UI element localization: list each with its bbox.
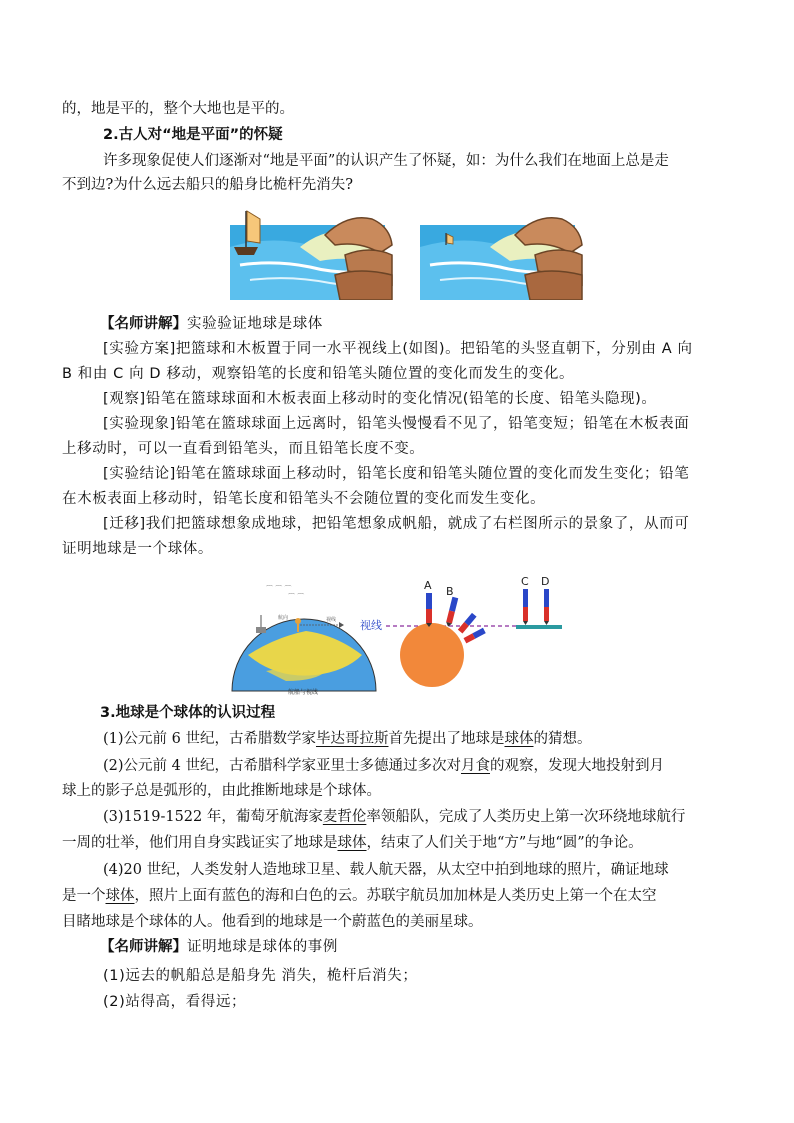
text-line: [迁移]我们把篮球想象成地球，把铅笔想象成帆船，就成了右栏图所示的景象了，从而可: [103, 516, 690, 532]
text-line: 在木板表面上移动时，铅笔长度和铅笔头不会随位置的变化而发生变化。: [62, 491, 546, 507]
pencil-c2: [458, 613, 477, 634]
earth-ship-diagram: [232, 585, 376, 696]
teacher-note-2: [100, 936, 731, 959]
text-line: [62, 832, 734, 855]
underlined-term: 毕达哥拉斯: [315, 731, 389, 747]
svg-text:⌒ ⌒ ⌒: ⌒ ⌒ ⌒: [266, 585, 292, 593]
text-line: 上移动时，可以一直看到铅笔头，而且铅笔长度不变。: [62, 441, 425, 457]
text-span: (3)1519-1522 年，葡萄牙航海家: [103, 809, 323, 825]
text-line: [实验方案]把篮球和木板置于同一水平视线上(如图)。把铅笔的头竖直朝下，分别由 A 向: [103, 341, 693, 357]
text-span: 一周的壮举，他们用自身实践证实了地球是: [62, 835, 338, 851]
underlined-term: 麦哲伦: [322, 809, 367, 825]
pencil-b: [445, 597, 458, 628]
teacher-note-text: 证明地球是球体的事例: [187, 939, 338, 955]
label-c: C: [521, 575, 529, 588]
text-span: 首先提出了地球是: [388, 731, 505, 747]
history-item-1: [103, 728, 734, 751]
text-line: 许多现象促使人们逐渐对“地是平面”的认识产生了怀疑，如：为什么我们在地面上总是走: [103, 153, 669, 169]
text-span: (2)公元前 4 世纪，古希腊科学家亚里士多德通过多次对: [103, 758, 461, 774]
text-line: 不到边?为什么远去船只的船身比桅杆先消失?: [62, 177, 354, 193]
teacher-note-text: 实验验证地球是球体: [187, 316, 323, 332]
underlined-term: 月食: [460, 758, 490, 774]
pencil-c: [523, 589, 528, 625]
text-line: 目睹地球是个球体的人。他看到的地球是一个蔚蓝色的美丽星球。: [62, 914, 483, 930]
example-2: (2)站得高，看得远；: [103, 994, 247, 1010]
basketball: [400, 623, 464, 687]
sight-line-label: 视线: [360, 619, 382, 632]
text-span: ，结束了人们关于地“方”与地“圆”的争论。: [366, 835, 643, 851]
label-d: D: [541, 575, 550, 588]
scene-left: [230, 211, 392, 300]
history-item-2: [103, 755, 734, 778]
text-line: [观察]铅笔在篮球球面和木板表面上移动时的变化情况(铅笔的长度、铅笔头隐现)。: [103, 391, 657, 407]
text-line: [62, 885, 734, 908]
label-b: B: [446, 585, 454, 598]
text-line: [实验结论]铅笔在篮球球面上移动时，铅笔长度和铅笔头随位置的变化而发生变化；铅笔: [103, 466, 690, 482]
underlined-term: 球体: [105, 888, 135, 904]
text-span: 率领船队，完成了人类历史上第一次环绕地球航行: [366, 809, 686, 825]
text-span: ，照片上面有蓝色的海和白色的云。苏联宇航员加加林是人类历史上第一个在太空: [134, 888, 657, 904]
example-1: (1)远去的帆船总是船身先 消失，桅杆后消失；: [103, 968, 418, 984]
ship-coast-figure: [230, 205, 592, 300]
section-heading-2: 2.古人对“地是平面”的怀疑: [103, 127, 283, 143]
text-line: [实验现象]铅笔在篮球球面上远离时，铅笔头慢慢看不见了，铅笔变短；铅笔在木板表面: [103, 416, 690, 432]
history-item-3: [103, 806, 734, 829]
text-span: 的猜想。: [533, 731, 592, 747]
pencil-a: [426, 593, 432, 627]
small-ship-icon: [256, 615, 266, 633]
text-line: 的，地是平的，整个大地也是平的。: [62, 101, 294, 117]
teacher-note-tag: 【名师讲解】: [100, 316, 187, 332]
figure-caption: 航船与视线: [288, 689, 319, 696]
text-line: B 和由 C 向 D 移动，观察铅笔的长度和铅笔头随位置的变化而发生的变化。: [62, 366, 575, 382]
text-span: (1)公元前 6 世纪，古希腊数学家: [103, 731, 316, 747]
svg-text:⌒ ⌒: ⌒ ⌒: [288, 593, 305, 601]
mini-label-1: 航向: [278, 615, 289, 621]
teacher-note-1: [100, 313, 731, 336]
pencil-d: [544, 589, 549, 625]
underlined-term: 球体: [337, 835, 367, 851]
wooden-board: [516, 625, 562, 629]
scene-right: [420, 218, 582, 300]
pencil-c3: [464, 628, 486, 644]
text-line: 球上的影子总是弧形的，由此推断地球是个球体。: [62, 783, 381, 799]
earth-curvature-figure: [226, 575, 578, 697]
teacher-note-tag: 【名师讲解】: [100, 939, 187, 955]
text-span: 的观察，发现大地投射到月: [489, 758, 664, 774]
text-line: 证明地球是一个球体。: [62, 541, 213, 557]
section-heading-3: 3.地球是个球体的认识过程: [100, 705, 276, 721]
underlined-term: 球体: [504, 731, 534, 747]
text-span: 是一个: [62, 888, 106, 904]
label-a: A: [424, 579, 432, 592]
history-item-4: (4)20 世纪，人类发射人造地球卫星、载人航天器，从太空中拍到地球的照片，确证地球: [103, 862, 669, 878]
mini-label-2: 视线: [326, 617, 337, 623]
